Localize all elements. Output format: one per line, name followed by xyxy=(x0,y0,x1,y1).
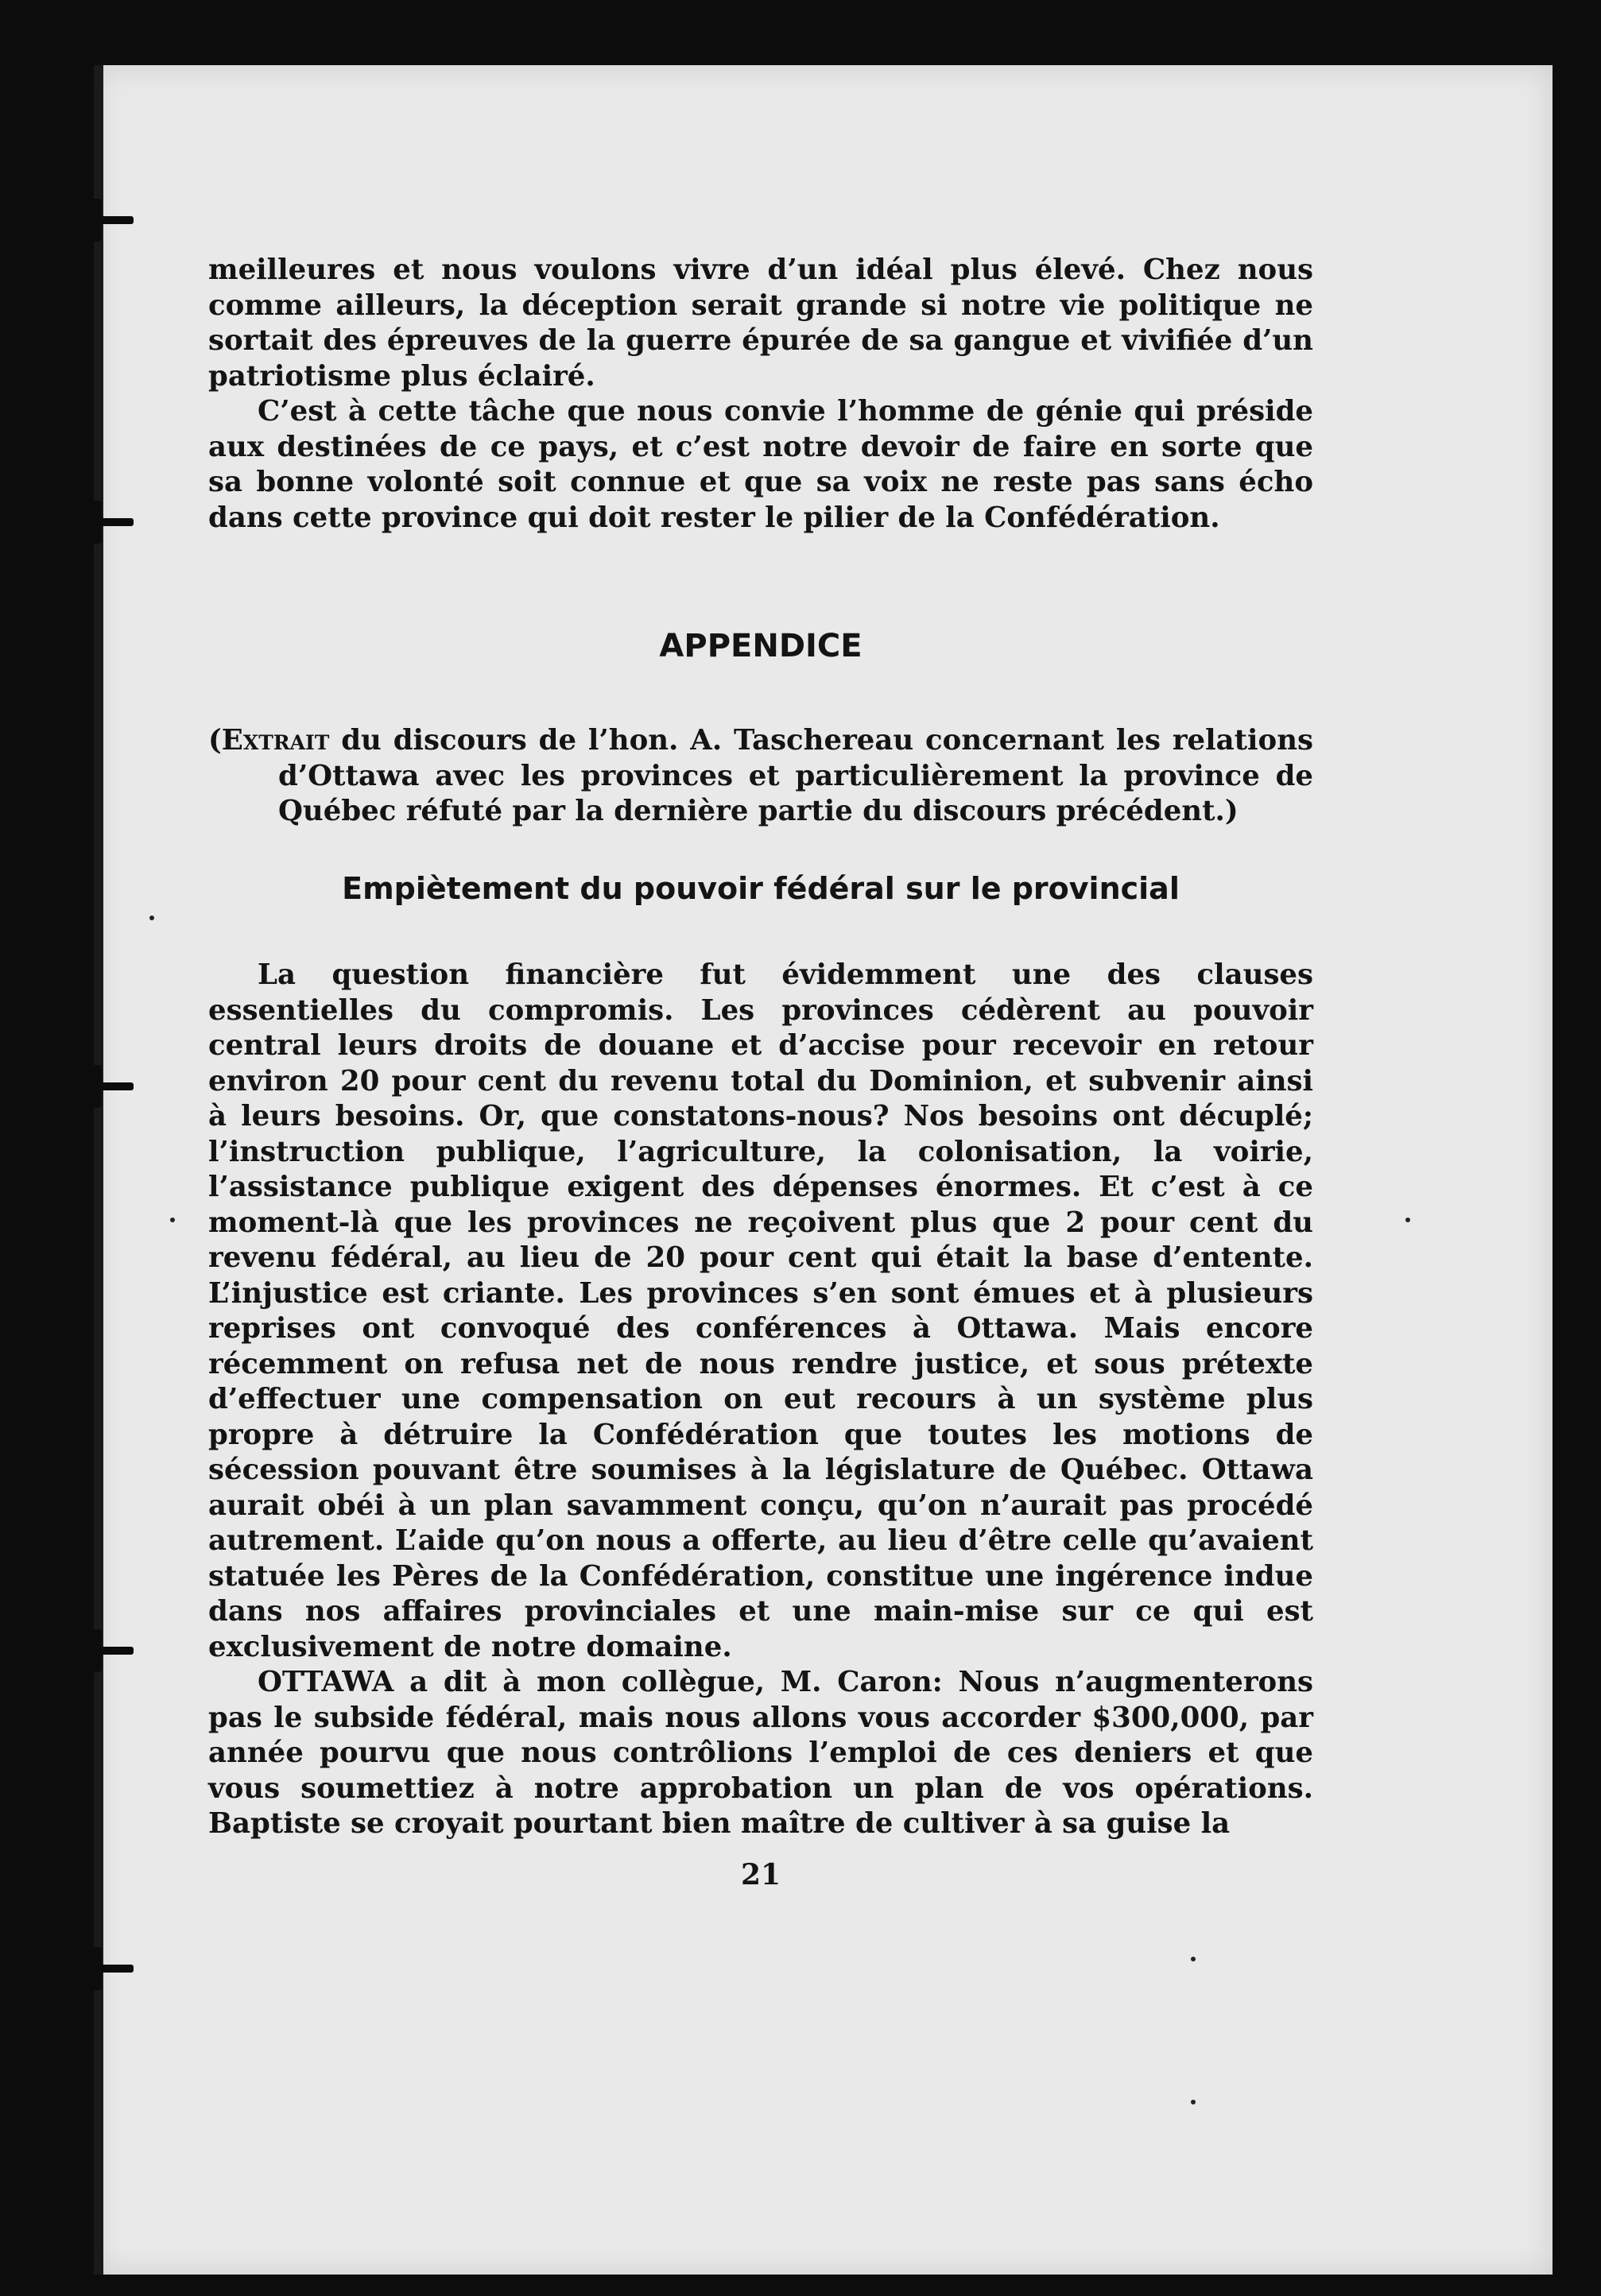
binding-staple xyxy=(62,1647,134,1655)
page-binding-edge xyxy=(94,65,103,2275)
body-paragraph: La question financière fut évidemment une des clauses essentielles du compromis. Les provinces cédèrent au pouvoir central leurs droits de douane et d’accise pour recevoir en retour environ 20 pour cent du revenu total du Dominion, et subvenir ainsi à leurs besoins. Or, que constatons-nous? Nos besoins ont décuplé; l’instruction publique, l’agriculture, la colonisation, la voirie, l’assistance publique exigent des dépenses énormes. Et c’est à ce moment-là que les provinces ne reçoivent plus que 2 pour cent du revenu fédéral, au lieu de 20 pour cent qui était la base d’entente. L’injustice est criante. Les provinces s’en sont émues et à plusieurs reprises ont convoqué des conférences à Ottawa. Mais encore récemment on refusa net de nous rendre justice, et sous prétexte d’effectuer une compensation on eut recours à un système plus propre à détruire la Confédération que toutes les motions de sécession pouvant être soumises à la législature de Québec. Ottawa aurait obéi à un plan savamment conçu, qu’on n’aurait pas procédé autrement. L’aide qu’on nous a offerte, au lieu d’être celle qu’avaient statuée les Pères de la Confédération, constitue une ingérence indue dans nos affaires provinciales et une main-mise sur ce qui est exclusivement de notre domaine. xyxy=(208,958,1313,1663)
intro-text xyxy=(208,253,1313,536)
scan-speck xyxy=(1405,1218,1410,1222)
scan-speck xyxy=(149,916,154,920)
extract-lead-word: Extrait xyxy=(221,724,330,757)
page-number: 21 xyxy=(740,1858,781,1891)
body-paragraph: OTTAWA a dit à mon collègue, M. Caron: Nous n’augmenterons pas le subside fédéral, mais nous allons vous accorder $300,000, par année pourvu que nous contrôlions l’emploi de ces deniers et que vous soumettiez à notre approbation un plan de vos opérations. Baptiste se croyait pourtant bien maître de cultiver à sa guise la xyxy=(208,1666,1313,1840)
scan-speck xyxy=(1191,1957,1196,1961)
extract-text: du discours de l’hon. A. Taschereau concernant les relations d’Ottawa avec les provinces et particulièrement la province de Québec réfuté par la dernière partie du discours précédent.) xyxy=(278,724,1313,827)
extract-note xyxy=(208,723,1313,830)
section-heading: Empiètement du pouvoir fédéral sur le provincial xyxy=(342,871,1180,906)
binding-staple xyxy=(62,1965,134,1973)
appendix-title: APPENDICE xyxy=(659,628,863,664)
scan-speck xyxy=(170,1218,175,1222)
binding-staple xyxy=(62,1082,134,1090)
intro-paragraph: C’est à cette tâche que nous convie l’homme de génie qui préside aux destinées de ce pays, et c’est notre devoir de faire en sorte que sa bonne volonté soit connue et que sa voix ne reste pas sans écho dans cette province qui doit rester le pilier de la Confédération. xyxy=(208,395,1313,534)
body-text xyxy=(208,958,1313,1842)
scan-speck xyxy=(1191,2100,1196,2104)
binding-staple xyxy=(62,216,134,224)
intro-paragraph: meilleures et nous voulons vivre d’un idéal plus élevé. Chez nous comme ailleurs, la déception serait grande si notre vie politique ne sortait des épreuves de la guerre épurée de sa gangue et vivifiée d’un patriotisme plus éclairé. xyxy=(208,254,1313,393)
extract-open-paren: ( xyxy=(208,724,222,757)
binding-staple xyxy=(62,518,134,526)
